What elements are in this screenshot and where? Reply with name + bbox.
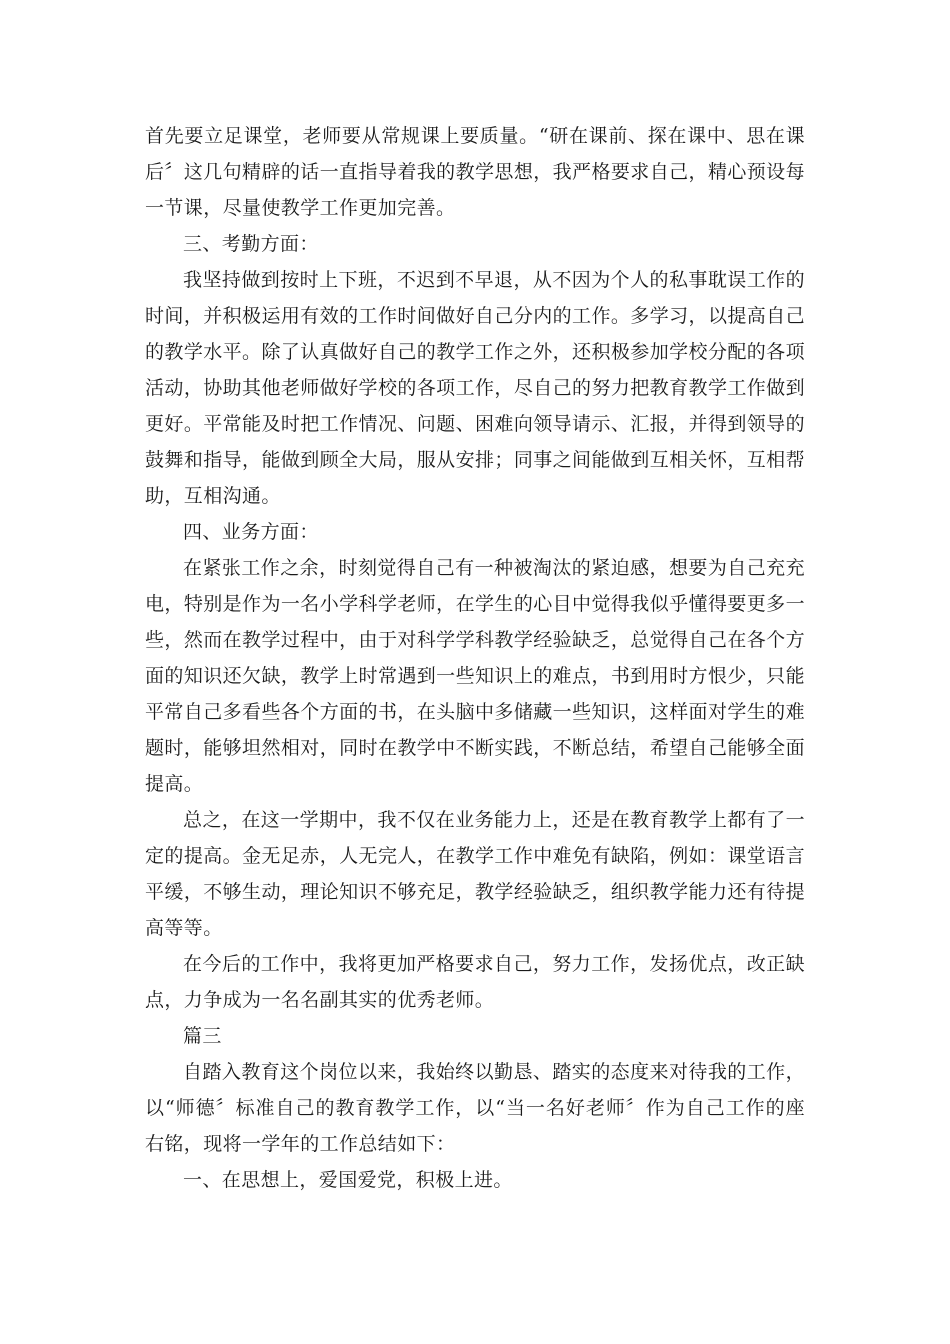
paragraph-attendance: 我坚持做到按时上下班，不迟到不早退，从不因为个人的私事耽误工作的时间，并积极运用有效的工作时间做好自己分内的工作。多学习，以提高自己的教学水平。除了认真做好自己的教学工作之外，还积极参加学校分配的各项活动，协助其他老师做好学校的各项工作，尽自己的努力把教育教学工作做到更好。平常能及时把工作情况、问题、困难向领导请示、汇报，并得到领导的鼓舞和指导，能做到顾全大局，服从安排；同事之间能做到互相关怀，互相帮助，互相沟通。 <box>145 269 805 507</box>
paragraph-business: 在紧张工作之余，时刻觉得自己有一种被淘汰的紧迫感，想要为自己充充电，特别是作为一名小学科学老师，在学生的心目中觉得我似乎懂得要更多一些，然而在教学过程中，由于对科学学科教学经验缺乏，总觉得自己在各个方面的知识还欠缺，教学上时常遇到一些知识上的难点，书到用时方恨少，只能平常自己多看些各个方面的书，在头脑中多储藏一些知识，这样面对学生的难题时，能够坦然相对，同时在教学中不断实践，不断总结，希望自己能够全面提高。 <box>145 557 805 795</box>
paragraph-summary: 总之，在这一学期中，我不仅在业务能力上，还是在教育教学上都有了一定的提高。金无足赤，人无完人，在教学工作中难免有缺陷，例如：课堂语言平缓，不够生动，理论知识不够充足，教学经验缺乏，组织教学能力还有待提高等等。 <box>145 809 805 939</box>
section-heading-thought: 一、在思想上，爱国爱党，积极上进。 <box>183 1169 513 1191</box>
document-body <box>145 118 805 1198</box>
section-heading-part-three: 篇三 <box>183 1025 222 1047</box>
paragraph-part-three-intro: 自踏入教育这个岗位以来，我始终以勤恳、踏实的态度来对待我的工作，以“师德〞标准自己的教育教学工作，以“当一名好老师〞作为自己工作的座右铭，现将一学年的工作总结如下： <box>145 1061 805 1155</box>
paragraph-continuation: 首先要立足课堂，老师要从常规课上要质量。“研在课前、探在课中、思在课后〞这几句精辟的话一直指导着我的教学思想，我严格要求自己，精心预设每一节课，尽量使教学工作更加完善。 <box>145 125 805 219</box>
section-heading-business: 四、业务方面： <box>183 521 319 543</box>
section-heading-attendance: 三、考勤方面： <box>183 233 319 255</box>
paragraph-future: 在今后的工作中，我将更加严格要求自己，努力工作，发扬优点，改正缺点，力争成为一名名副其实的优秀老师。 <box>145 953 805 1011</box>
